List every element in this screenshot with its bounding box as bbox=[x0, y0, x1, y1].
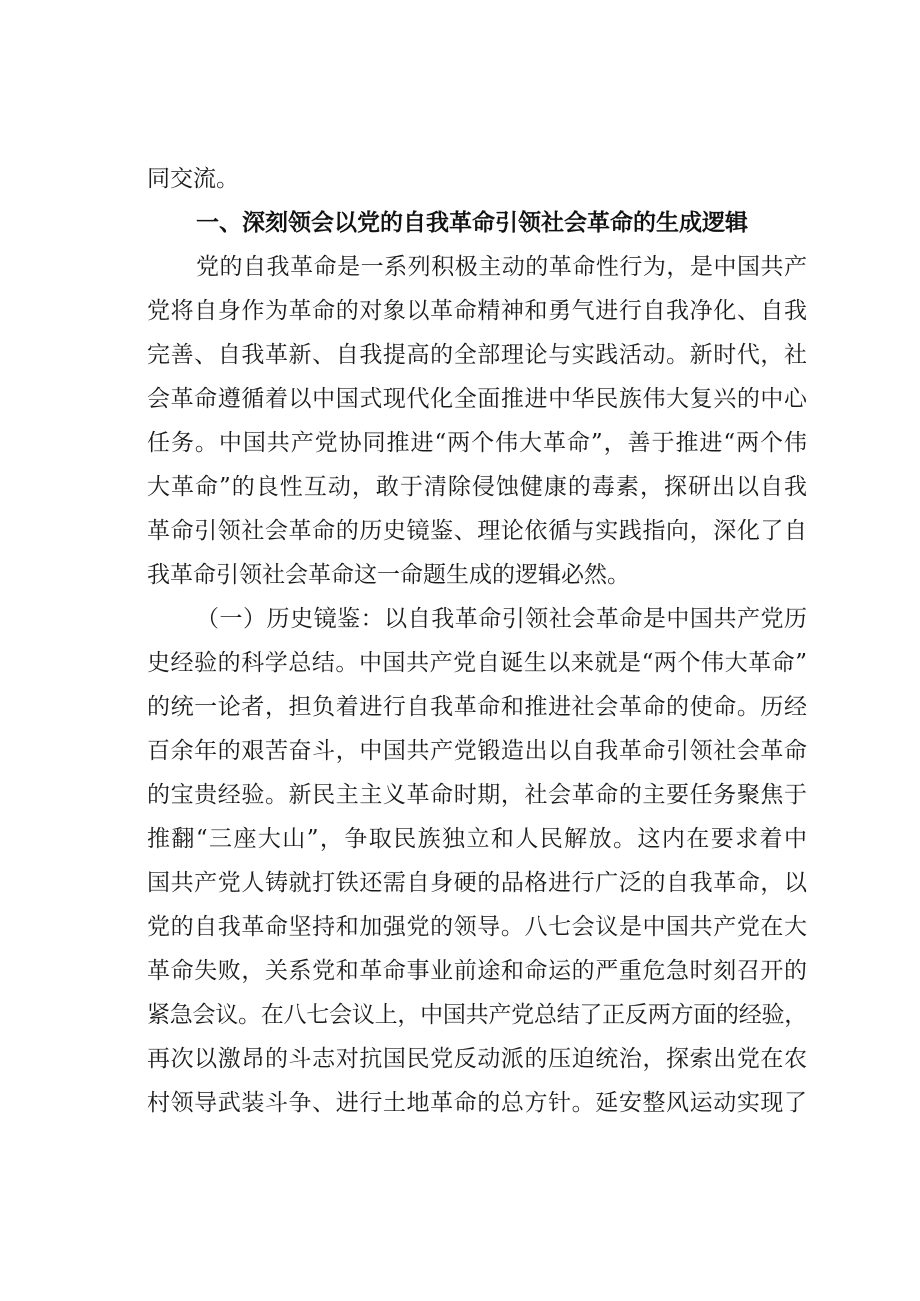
carryover-text: 同交流。 bbox=[147, 166, 239, 192]
paragraph-2-line-2: 史经验的科学总结。中国共产党自诞生以来就是“两个伟大革命” bbox=[147, 650, 807, 676]
paragraph-1-line-6: 大革命”的良性互动，敢于清除侵蚀健康的毒素，探研出以自我 bbox=[147, 474, 807, 500]
paragraph-2-line-12: 村领导武装斗争、进行土地革命的总方针。延安整风运动实现了 bbox=[147, 1090, 807, 1116]
paragraph-2-line-4: 百余年的艰苦奋斗，中国共产党锻造出以自我革命引领社会革命 bbox=[147, 738, 807, 764]
paragraph-2-line-3: 的统一论者，担负着进行自我革命和推进社会革命的使命。历经 bbox=[147, 694, 807, 720]
paragraph-1-line-3: 完善、自我革新、自我提高的全部理论与实践活动。新时代，社 bbox=[147, 342, 807, 368]
paragraph-1-line-1: 党的自我革命是一系列积极主动的革命性行为，是中国共产 bbox=[196, 254, 807, 280]
paragraph-1-line-5: 任务。中国共产党协同推进“两个伟大革命”，善于推进“两个伟 bbox=[147, 430, 807, 456]
paragraph-1-line-8: 我革命引领社会革命这一命题生成的逻辑必然。 bbox=[147, 562, 630, 588]
section-heading: 一、深刻领会以党的自我革命引领社会革命的生成逻辑 bbox=[196, 210, 748, 236]
paragraph-2-line-7: 国共产党人铸就打铁还需自身硬的品格进行广泛的自我革命，以 bbox=[147, 870, 807, 896]
paragraph-2-line-10: 紧急会议。在八七会议上，中国共产党总结了正反两方面的经验， bbox=[147, 1002, 807, 1028]
paragraph-2-line-11: 再次以激昂的斗志对抗国民党反动派的压迫统治，探索出党在农 bbox=[147, 1046, 807, 1072]
paragraph-2-line-9: 革命失败，关系党和革命事业前途和命运的严重危急时刻召开的 bbox=[147, 958, 807, 984]
paragraph-2-line-5: 的宝贵经验。新民主主义革命时期，社会革命的主要任务聚焦于 bbox=[147, 782, 807, 808]
paragraph-2-line-1: （一）历史镜鉴：以自我革命引领社会革命是中国共产党历 bbox=[196, 606, 807, 632]
paragraph-2-line-8: 党的自我革命坚持和加强党的领导。八七会议是中国共产党在大 bbox=[147, 914, 807, 940]
paragraph-2-line-6: 推翻“三座大山”，争取民族独立和人民解放。这内在要求着中 bbox=[147, 826, 807, 852]
paragraph-1-line-4: 会革命遵循着以中国式现代化全面推进中华民族伟大复兴的中心 bbox=[147, 386, 807, 412]
paragraph-1-line-2: 党将自身作为革命的对象以革命精神和勇气进行自我净化、自我 bbox=[147, 298, 807, 324]
paragraph-1-line-7: 革命引领社会革命的历史镜鉴、理论依循与实践指向，深化了自 bbox=[147, 518, 807, 544]
